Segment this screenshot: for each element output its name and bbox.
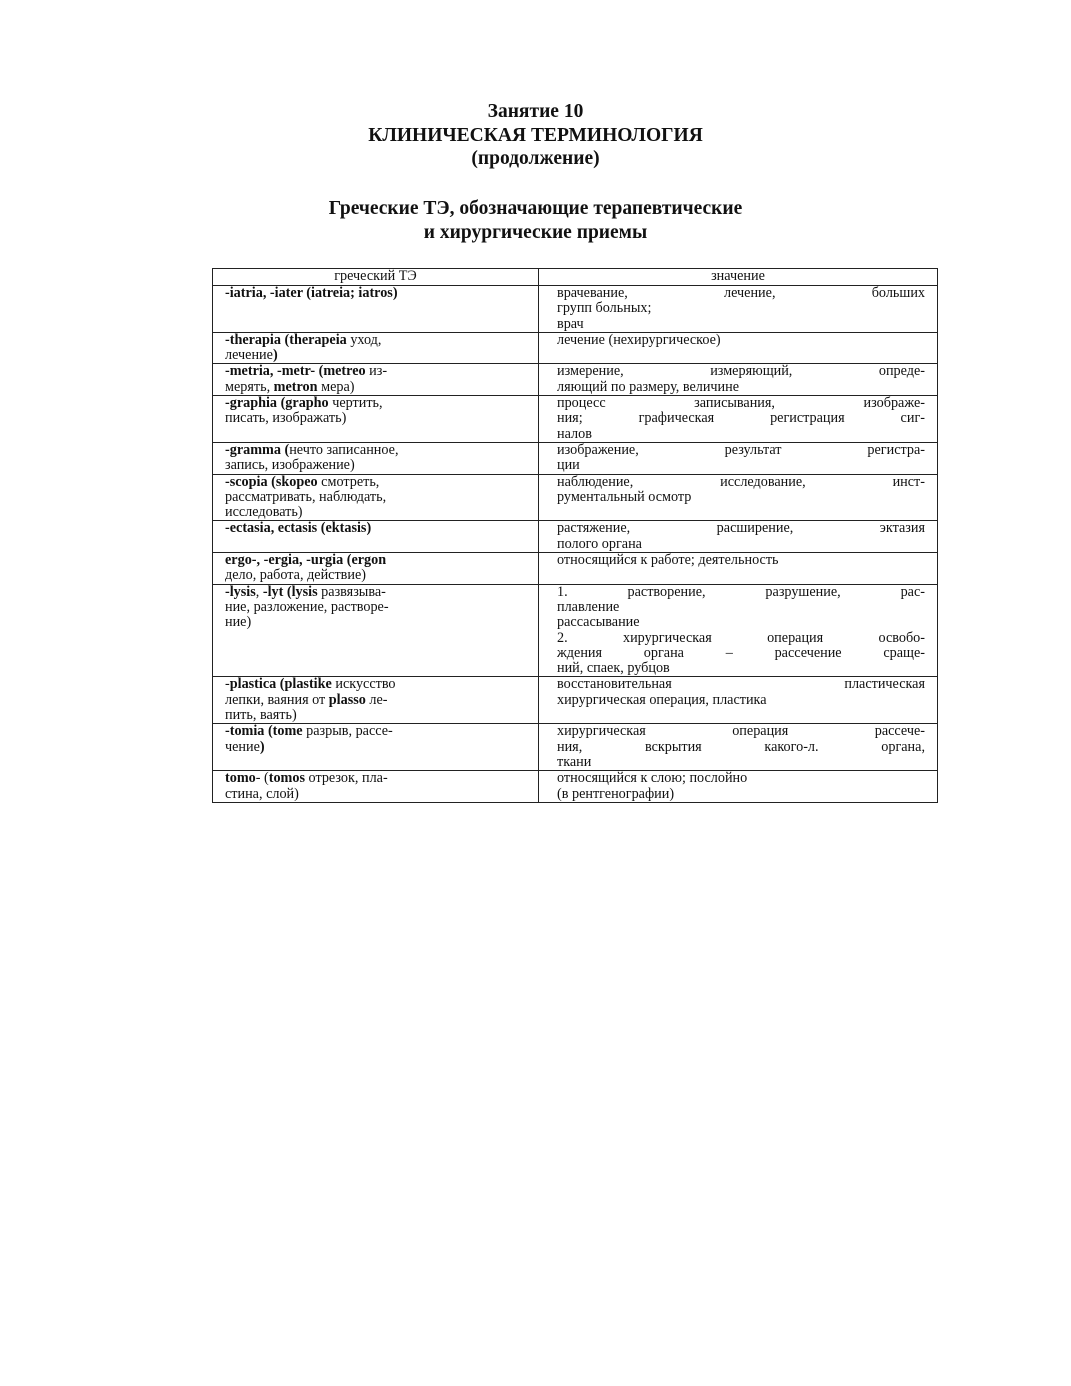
- terms-table-body: [213, 286, 938, 803]
- greek-term-line: [225, 458, 530, 473]
- meaning-line: изображение, результат регистра-: [557, 441, 925, 458]
- header-greek-term: греческий ТЭ: [213, 269, 539, 286]
- meaning-cell: [539, 396, 938, 443]
- greek-term-root: plasso: [328, 691, 366, 708]
- table-row: [213, 724, 938, 771]
- greek-term-gloss: ние): [225, 614, 252, 631]
- greek-term-root: -tomia (tome: [225, 723, 303, 740]
- header-meaning: значение: [539, 269, 938, 286]
- greek-term-gloss: чертить,: [328, 395, 383, 412]
- table-row: [213, 771, 938, 803]
- greek-term-gloss: лечение: [225, 347, 273, 364]
- greek-term-line: [225, 490, 530, 505]
- meaning-line: относящийся к слою; послойно: [557, 770, 748, 787]
- meaning-line: относящийся к работе; деятельность: [557, 552, 779, 569]
- lesson-number: Занятие 10: [487, 101, 584, 122]
- greek-term-root: tomos: [268, 770, 305, 787]
- greek-term-root: ergo-, -ergia, -urgia (ergon: [225, 552, 387, 569]
- meaning-line: восстановительная пластическая: [557, 676, 925, 693]
- terms-table: [212, 268, 938, 803]
- greek-term-line: [225, 348, 530, 363]
- lesson-continuation: (продолжение): [471, 148, 600, 169]
- meaning-cell: [539, 584, 938, 677]
- greek-term-gloss: из-: [365, 363, 388, 380]
- greek-term-gloss: отрезок, пла-: [305, 770, 388, 787]
- greek-term-line: [225, 475, 530, 490]
- greek-term-root: ): [272, 347, 278, 364]
- greek-term-gloss: -: [225, 676, 230, 693]
- greek-term-gloss: искусство: [331, 676, 396, 693]
- greek-term-gloss: разрыв, рассе-: [302, 723, 393, 740]
- greek-term-cell: [213, 396, 539, 443]
- meaning-line: измерение, измеряющий, опреде-: [557, 363, 925, 380]
- greek-term-gloss: мерять,: [225, 378, 274, 395]
- table-row: [213, 677, 938, 724]
- meaning-line: налов: [557, 425, 592, 442]
- greek-term-root: metron: [273, 378, 318, 395]
- greek-term-cell: [213, 584, 539, 677]
- greek-term-cell: [213, 364, 539, 396]
- meaning-cell: [539, 521, 938, 553]
- greek-term-line: [225, 364, 530, 379]
- greek-term-gloss: - (: [255, 770, 269, 787]
- greek-term-line: [225, 396, 530, 411]
- greek-term-root: -graphia (grapho: [225, 395, 329, 412]
- meaning-cell: [539, 442, 938, 474]
- table-row: [213, 584, 938, 677]
- greek-term-gloss: стина, слой): [225, 785, 299, 802]
- greek-term-root: -ectasia, ectasis (ektasis): [225, 520, 372, 537]
- greek-term-gloss: рассматривать, наблюдать,: [225, 488, 387, 505]
- greek-term-gloss: уход,: [346, 331, 382, 348]
- greek-term-root: -iatria, -iater (iatreia; iatros): [225, 285, 398, 301]
- table-row: [213, 474, 938, 521]
- greek-term-cell: [213, 474, 539, 521]
- meaning-line: ции: [557, 457, 580, 474]
- greek-term-gloss: ние, разложение, растворе-: [225, 598, 389, 615]
- greek-term-gloss: чение: [225, 738, 260, 755]
- meaning-line: рументальный осмотр: [557, 488, 692, 505]
- greek-term-cell: [213, 442, 539, 474]
- meaning-line: наблюдение, исследование, инст-: [557, 473, 925, 490]
- greek-term-line: [225, 724, 530, 739]
- greek-term-line: [225, 521, 530, 536]
- greek-term-gloss: лепки, ваяния от: [225, 691, 329, 708]
- table-row: [213, 553, 938, 585]
- greek-term-root: tomo: [225, 770, 256, 787]
- meaning-line: ния; графическая регистрация сиг-: [557, 410, 925, 427]
- greek-term-gloss: исследовать): [225, 504, 303, 521]
- meaning-cell: [539, 724, 938, 771]
- meaning-line: (в рентгенографии): [557, 785, 675, 802]
- meaning-line: врач: [557, 315, 584, 332]
- lesson-heading: [0, 100, 1071, 171]
- greek-term-cell: [213, 771, 539, 803]
- meaning-line: растяжение, расширение, эктазия: [557, 520, 925, 537]
- greek-term-gloss: ле-: [365, 691, 388, 708]
- meaning-line: хирургическая операция, пластика: [557, 691, 767, 708]
- table-row: [213, 286, 938, 333]
- greek-term-line: [225, 286, 530, 301]
- greek-term-root: -metria, -metr- (metreo: [225, 363, 366, 380]
- greek-term-cell: [213, 521, 539, 553]
- greek-term-line: [225, 333, 530, 348]
- meaning-line: ткани: [557, 753, 592, 770]
- meaning-line: полого органа: [557, 535, 642, 552]
- table-row: [213, 521, 938, 553]
- greek-term-line: [225, 693, 530, 708]
- greek-term-gloss: дело, работа, действие): [225, 567, 366, 584]
- meaning-line: рассасывание: [557, 614, 640, 631]
- greek-term-root: ): [259, 738, 265, 755]
- greek-term-line: [225, 600, 530, 615]
- meaning-line: 1. растворение, разрушение, рас-: [557, 583, 925, 600]
- meaning-cell: [539, 553, 938, 585]
- greek-term-cell: [213, 332, 539, 364]
- section-title-line-1: Греческие ТЭ, обозначающие терапевтические: [328, 198, 743, 219]
- meaning-cell: [539, 364, 938, 396]
- greek-term-gloss: запись, изображение): [225, 457, 355, 474]
- table-row: [213, 396, 938, 443]
- greek-term-gloss: смотреть,: [317, 473, 380, 490]
- section-title: [0, 197, 1071, 245]
- greek-term-gloss: нечто записанное,: [289, 441, 399, 458]
- meaning-line: 2. хирургическая операция освобо-: [557, 629, 925, 646]
- greek-term-line: [225, 585, 530, 600]
- table-row: [213, 442, 938, 474]
- greek-term-root: -lyt (lysis: [262, 583, 318, 600]
- greek-term-line: [225, 443, 530, 458]
- greek-term-gloss: писать, изображать): [225, 410, 347, 427]
- table-header-row: [213, 269, 938, 286]
- meaning-line: ждения органа – рассечение сраще-: [557, 644, 925, 661]
- meaning-cell: [539, 286, 938, 333]
- meaning-line: врачевание, лечение, больших: [557, 285, 925, 301]
- meaning-line: ний, спаек, рубцов: [557, 660, 670, 677]
- meaning-cell: [539, 474, 938, 521]
- greek-term-root: -therapia (therapeia: [225, 331, 347, 348]
- greek-term-line: [225, 568, 530, 583]
- greek-term-line: [225, 740, 530, 755]
- meaning-cell: [539, 771, 938, 803]
- greek-term-gloss: ,: [255, 583, 263, 600]
- table-row: [213, 332, 938, 364]
- greek-term-root: -lysis: [225, 583, 256, 600]
- greek-term-line: [225, 615, 530, 630]
- greek-term-line: [225, 505, 530, 520]
- greek-term-cell: [213, 724, 539, 771]
- greek-term-gloss: мера): [317, 378, 355, 395]
- greek-term-line: [225, 553, 530, 568]
- greek-term-root: -gramma (: [225, 441, 290, 458]
- greek-term-cell: [213, 553, 539, 585]
- meaning-line: процесс записывания, изображе-: [557, 395, 925, 412]
- meaning-cell: [539, 332, 938, 364]
- meaning-line: лечение (нехирургическое): [557, 331, 721, 348]
- meaning-line: хирургическая операция рассече-: [557, 723, 925, 740]
- greek-term-line: [225, 411, 530, 426]
- greek-term-gloss: пить, ваять): [225, 707, 297, 724]
- meaning-line: плавление: [557, 598, 620, 615]
- lesson-topic: КЛИНИЧЕСКАЯ ТЕРМИНОЛОГИЯ: [368, 124, 703, 146]
- greek-term-line: [225, 677, 530, 692]
- section-title-line-2: и хирургические приемы: [423, 222, 648, 243]
- greek-term-root: plastica (plastike: [229, 676, 332, 693]
- meaning-cell: [539, 677, 938, 724]
- meaning-line: ния, вскрытия какого-л. органа,: [557, 738, 925, 755]
- greek-term-line: [225, 708, 530, 723]
- greek-term-gloss: развязыва-: [317, 583, 386, 600]
- greek-term-line: [225, 787, 530, 802]
- greek-term-line: [225, 771, 530, 786]
- greek-term-cell: [213, 677, 539, 724]
- meaning-line: групп больных;: [557, 300, 652, 317]
- greek-term-root: -scopia (skopeo: [225, 473, 318, 490]
- table-row: [213, 364, 938, 396]
- meaning-line: ляющий по размеру, величине: [557, 378, 740, 395]
- greek-term-line: [225, 380, 530, 395]
- greek-term-cell: [213, 286, 539, 333]
